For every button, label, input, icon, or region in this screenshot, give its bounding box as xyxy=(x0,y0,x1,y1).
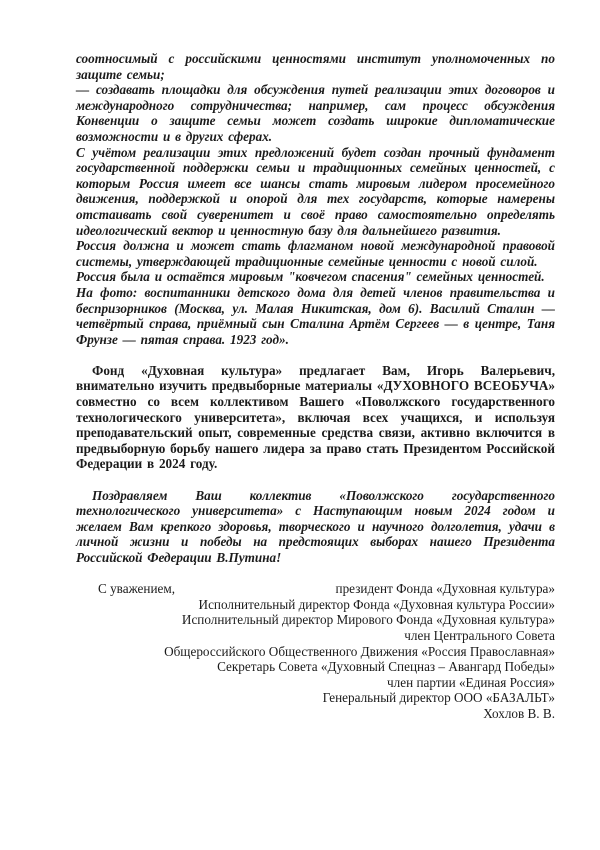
paragraph-fund-proposal: Фонд «Духовная культура» предлагает Вам, Игорь Валерьевич, внимательно изучить предвыборные материалы «ДУХОВНОГО ВСЕОБУЧА» совместно со всем коллективом Вашего «Поволжского государственного технологического университета», включая всех учащихся, и используя преподавательский опыт, современные средства связи, активно включится в предвыборную борьбу нашего лидера за право стать Президентом Российской Федерации в 2024 году. xyxy=(76,362,556,472)
signature-line-general-director: Генеральный директор ООО «БАЗАЛЬТ» xyxy=(322,690,555,706)
signature-line-exec-director-russia: Исполнительный директор Фонда «Духовная культура России» xyxy=(198,596,555,612)
paragraph-state-support-foundation: С учётом реализации этих предложений будет создан прочный фундамент государственной поддержки семьи и традиционных семейных ценностей, с которым Россия имеет все шансы стать мировым лидером просемейного движения, поддержкой и опорой для тех государств, которые намерены отстаивать свой суверенитет и своё право самостоятельно определять идеологический вектор и ценностную базу для дальнейшего развития. xyxy=(76,144,555,238)
paragraph-ark-of-salvation: Россия была и остаётся мировым "ковчегом спасения" семейных ценностей. xyxy=(76,269,545,285)
signature-line-party-member: член партии «Единая Россия» xyxy=(387,674,555,690)
paragraph-congratulation: Поздравляем Ваш коллектив «Поволжского государственного технологического университета» с Наступающим новым 2024 годом и желаем Вам крепкого здоровья, творческого и научного долголетия, удачи в личной жизни и победы на предстоящих выборах нашего Президента Российской Федерации В.Путина! xyxy=(76,487,555,565)
closing-block xyxy=(76,581,555,721)
paragraph-create-platforms: — создавать площадки для обсуждения путей реализации этих договоров и международного сотрудничества; например, сам процесс обсуждения Конвенции о защите семьи может создать широкие дипломатические возможности и в других сферах. xyxy=(76,82,555,144)
signatory-name: Хохлов В. В. xyxy=(483,705,555,721)
salutation: С уважением, xyxy=(98,581,175,597)
signature-line-movement: Общероссийского Общественного Движения «Россия Православная» xyxy=(164,643,555,659)
paragraph-protection-institute: соотносимый с российскими ценностями институт уполномоченных по защите семьи; xyxy=(76,51,555,82)
signature-line-president: президент Фонда «Духовная культура» xyxy=(335,581,555,597)
signature-block xyxy=(76,581,555,721)
signature-line-exec-director-world: Исполнительный директор Мирового Фонда «Духовная культура» xyxy=(181,612,555,628)
signature-line-council-secretary: Секретарь Совета «Духовный Спецназ – Авангард Победы» xyxy=(217,659,555,675)
signature-line-central-council-member: член Центрального Совета xyxy=(404,627,555,643)
paragraph-photo-caption: На фото: воспитанники детского дома для детей членов правительства и беспризорников (Москва, ул. Малая Никитская, дом 6). Василий Сталин — четвёртый справа, приёмный сын Сталина Артём Сергеев — в центре, Таня Фрунзе — пятая справа. 1923 год». xyxy=(76,284,555,347)
paragraph-flagship-legal-system: Россия должна и может стать флагманом новой международной правовой системы, утверждающей традиционные семейные ценности с новой силой. xyxy=(76,238,555,269)
